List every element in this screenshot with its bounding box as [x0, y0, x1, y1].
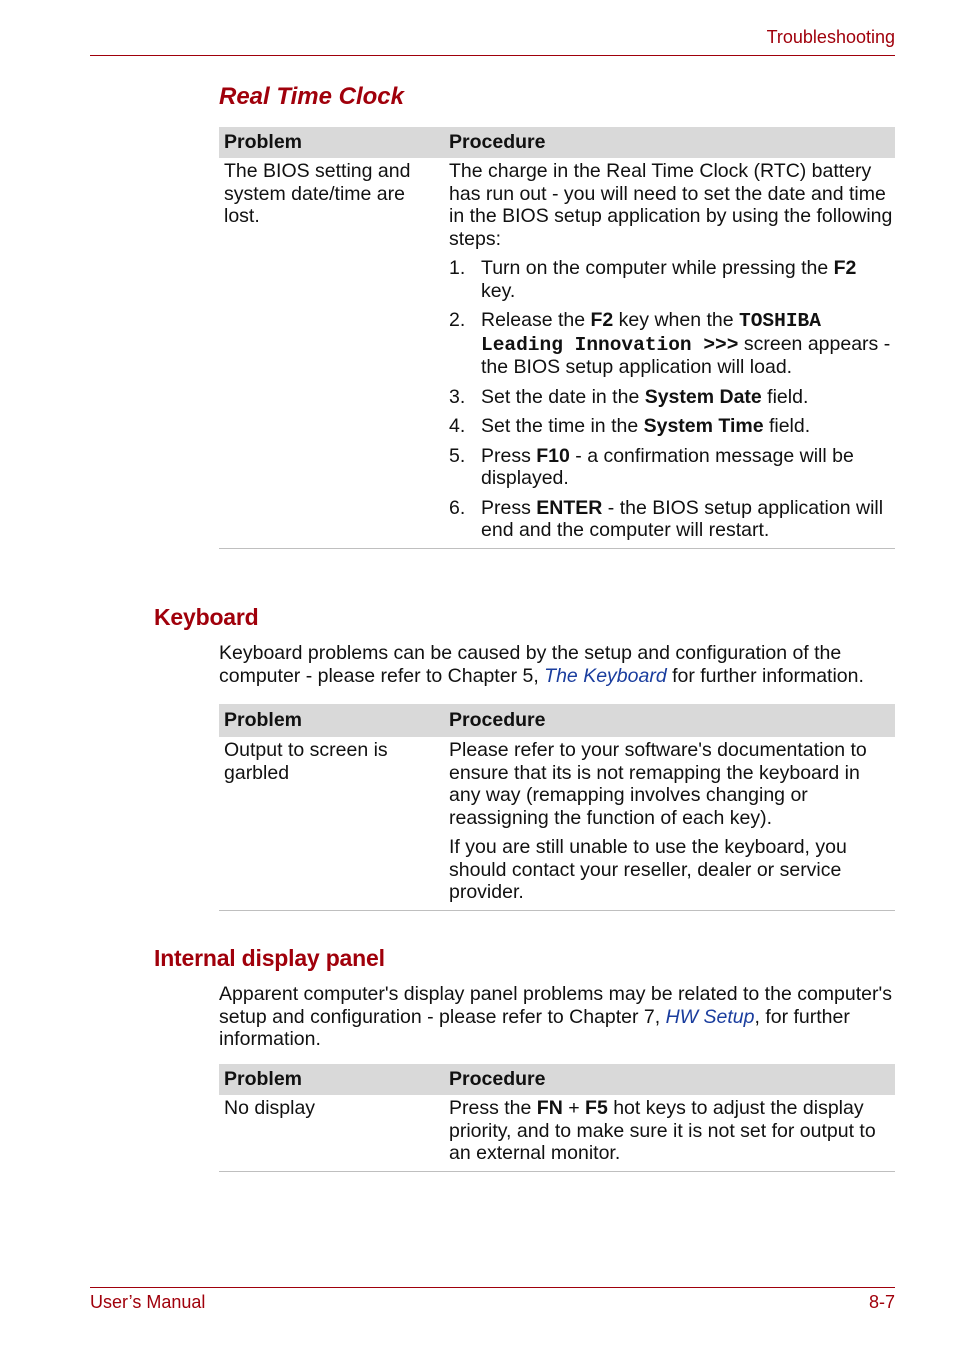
display-table-header	[219, 1064, 895, 1095]
step-text: Set the date in the System Date field.	[481, 385, 809, 408]
display-table	[219, 1064, 895, 1172]
step-number: 2.	[449, 309, 466, 331]
keyboard-table	[219, 704, 895, 911]
list-item	[449, 386, 895, 409]
chapter-link-hw-setup[interactable]: HW Setup	[665, 1005, 755, 1028]
keyboard-col-procedure: Procedure	[444, 704, 895, 737]
step-text: Press F10 - a confirmation message will be displayed.	[481, 444, 854, 489]
display-heading: Internal display panel	[154, 945, 385, 971]
rtc-problem-cell	[219, 158, 444, 548]
step-text: Set the time in the System Time field.	[481, 415, 811, 437]
list-item	[449, 445, 895, 490]
list-item	[449, 257, 895, 302]
list-item	[449, 497, 895, 542]
rtc-steps-list	[449, 257, 895, 542]
rtc-col-procedure: Procedure	[444, 127, 895, 158]
boot-message: TOSHIBA Leading Innovation >>>	[481, 310, 821, 356]
step-number: 5.	[449, 444, 466, 467]
display-procedure-cell	[444, 1095, 895, 1171]
table-row	[219, 1095, 895, 1171]
rtc-problem-text: The BIOS setting and system date/time are lost.	[224, 160, 411, 227]
rtc-intro: The charge in the Real Time Clock (RTC) battery has run out - you will need to set the date and time in the BIOS setup application by using the following steps:	[449, 160, 893, 250]
keyboard-col-problem: Problem	[219, 704, 444, 737]
display-col-procedure: Procedure	[444, 1064, 895, 1095]
list-item	[449, 415, 895, 438]
step-number: 3.	[449, 385, 466, 408]
step-text: Press ENTER - the BIOS setup application will end and the computer will restart.	[481, 496, 884, 541]
keyboard-intro: Keyboard problems can be caused by the setup and configuration of the computer - please refer to Chapter 5, The Keyboard for further information.	[219, 642, 864, 687]
display-intro: Apparent computer's display panel problems may be related to the computer's setup and configuration - please refer to Chapter 7, HW Setup, for further information.	[219, 983, 892, 1050]
rtc-procedure-cell	[444, 158, 895, 548]
footer-rule	[90, 1287, 895, 1288]
step-number: 4.	[449, 415, 466, 437]
running-header: Troubleshooting	[766, 27, 895, 47]
keyboard-heading: Keyboard	[154, 604, 259, 630]
footer-manual-title: User’s Manual	[90, 1292, 206, 1312]
rtc-table	[219, 127, 895, 549]
keyboard-proc-2: If you are still unable to use the keyboard, you should contact your reseller, dealer or service provider.	[449, 836, 847, 903]
step-text: Turn on the computer while pressing the F2 key.	[481, 257, 857, 302]
keyboard-problem-cell	[219, 737, 444, 910]
keyboard-procedure-cell	[444, 737, 895, 910]
rtc-heading: Real Time Clock	[219, 83, 404, 110]
header-rule	[90, 55, 895, 56]
chapter-link-keyboard[interactable]: The Keyboard	[544, 664, 667, 687]
list-item	[449, 309, 895, 379]
page-number: 8-7	[868, 1292, 895, 1312]
display-proc-text: Press the FN + F5 hot keys to adjust the display priority, and to make sure it is not set for output to an external monitor.	[449, 1097, 876, 1164]
keyboard-problem-text: Output to screen is garbled	[224, 739, 388, 784]
display-col-problem: Problem	[219, 1064, 444, 1095]
rtc-col-problem: Problem	[219, 127, 444, 158]
rtc-table-header	[219, 127, 895, 158]
step-text: Release the F2 key when the TOSHIBA Leading Innovation >>> screen appears - the BIOS setup application will load.	[481, 309, 891, 378]
table-row	[219, 737, 895, 910]
table-row	[219, 158, 895, 548]
step-number: 1.	[449, 257, 466, 279]
display-problem-cell	[219, 1095, 444, 1171]
step-number: 6.	[449, 496, 466, 519]
display-problem-text: No display	[224, 1097, 316, 1119]
keyboard-proc-1: Please refer to your software's documentation to ensure that its is not remapping the keyboard in any way (remapping involves changing or reassigning the function of each key).	[449, 739, 867, 829]
keyboard-table-header	[219, 704, 895, 737]
